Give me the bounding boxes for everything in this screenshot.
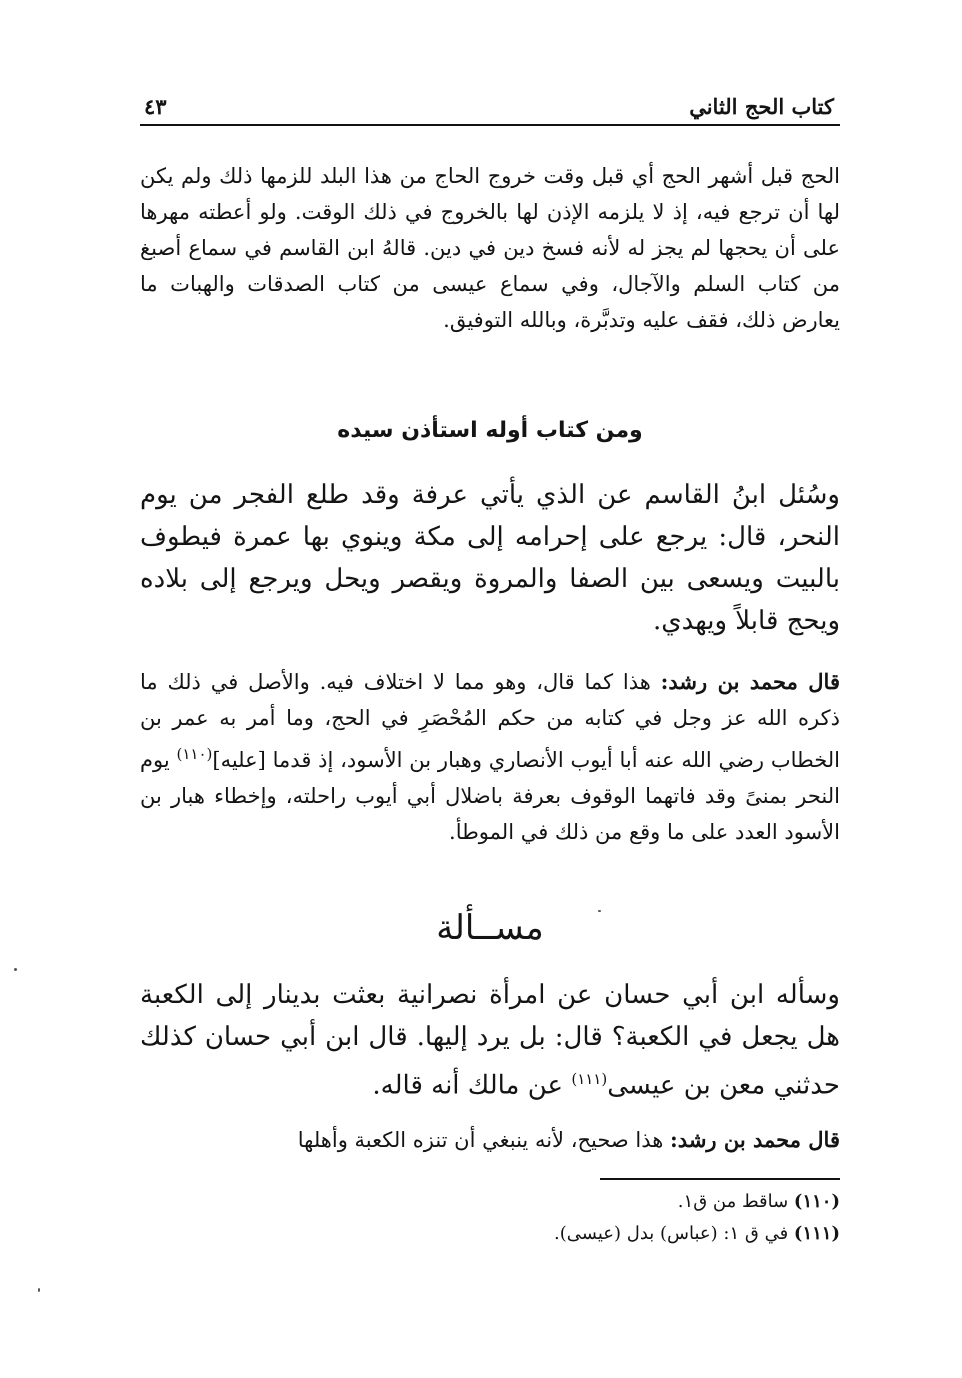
footnote-text: في ق ١: (عباس) بدل (عيسى). bbox=[554, 1223, 794, 1244]
footnote-rule bbox=[600, 1178, 840, 1180]
footnote-ref: (١١٠) bbox=[176, 745, 213, 763]
footnote-ref-2: (١١١) bbox=[571, 1070, 608, 1088]
footnotes bbox=[140, 1186, 840, 1250]
paragraph-continuation bbox=[140, 158, 840, 338]
scan-speck bbox=[38, 1288, 40, 1292]
footnote-number: (١١١) bbox=[793, 1223, 840, 1244]
footnote bbox=[140, 1186, 840, 1218]
commentary-body-2: هذا صحيح، لأنه ينبغي أن تنزه الكعبة وأهلها bbox=[297, 1128, 671, 1152]
commentary-lead-2: قال محمد بن رشد: bbox=[670, 1127, 840, 1152]
commentary-body-a: هذا كما قال، وهو مما لا اختلاف فيه. والأصل في ذلك ما ذكره الله عز وجل في كتابه من حكم المُحْصَرِ في الحج، وما أمر به عمر بن الخطاب رضي الله عنه أبا أيوب الأنصاري وهبار بن الأسود، إذ قدما [عليه] bbox=[140, 670, 841, 772]
question-body-b: عن مالك أنه قاله. bbox=[372, 1070, 572, 1101]
header-rule bbox=[140, 124, 840, 126]
commentary-body-b: يوم النحر بمنىً وقد فاتهما الوقوف بعرفة باضلال أبي أيوب راحلته، وإخطاء هبار بن الأسود العدد على ما وقع من ذلك في الموطأ. bbox=[140, 748, 840, 844]
commentary-paragraph bbox=[140, 664, 840, 850]
page-number: ٤٣ bbox=[144, 94, 167, 119]
page-header bbox=[140, 88, 840, 122]
scan-speck bbox=[14, 968, 17, 971]
commentary-paragraph-2 bbox=[140, 1122, 840, 1158]
paragraph-text: الحج قبل أشهر الحج أي قبل وقت خروج الحاج من هذا البلد للزمها ذلك ولم يكن لها أن ترجع فيه، إذ لا يلزمه الإذن لها بالخروج في ذلك الوقت. ولو أعطته مهرها على أن يحجها لم يجز له لأنه فسخ دين في دين. قالهُ ابن القاسم في سماع أصبغ من كتاب السلم والآجال، وفي سماع عيسى من كتاب الصدقات والهبات ما يعارض ذلك، فقف عليه وتدبَّرة، وبالله التوفيق. bbox=[140, 164, 840, 332]
footnote-number: (١١٠) bbox=[793, 1191, 840, 1212]
question-paragraph bbox=[140, 474, 840, 642]
section-heading: ومن كتاب أوله استأذن سيده bbox=[337, 418, 643, 443]
masala-heading: مســألة bbox=[436, 908, 544, 948]
scan-speck bbox=[598, 910, 601, 912]
question-text: وسُئل ابنُ القاسم عن الذي يأتي عرفة وقد طلع الفجر من يوم النحر، قال: يرجع على إحرامه إلى مكة وينوي بها عمرة فيطوف بالبيت ويسعى بين الصفا والمروة ويقصر ويحل ويرجع إلى بلاده ويحج قابلاً ويهدي. bbox=[140, 480, 840, 636]
question-paragraph-2 bbox=[140, 974, 840, 1107]
running-title: كتاب الحج الثاني bbox=[689, 94, 834, 119]
footnote-text: ساقط من ق١. bbox=[677, 1191, 794, 1212]
commentary-text bbox=[140, 664, 840, 850]
commentary-text-2 bbox=[140, 1122, 840, 1158]
question-text-2 bbox=[140, 974, 840, 1107]
footnote bbox=[140, 1218, 840, 1250]
commentary-lead: قال محمد بن رشد: bbox=[660, 669, 840, 694]
question-body-a: وسأله ابن أبي حسان عن امرأة نصرانية بعثت بدينار إلى الكعبة هل يجعل في الكعبة؟ قال: بل يرد إليها. قال ابن أبي حسان كذلك حدثني معن بن عيسى bbox=[140, 980, 840, 1101]
